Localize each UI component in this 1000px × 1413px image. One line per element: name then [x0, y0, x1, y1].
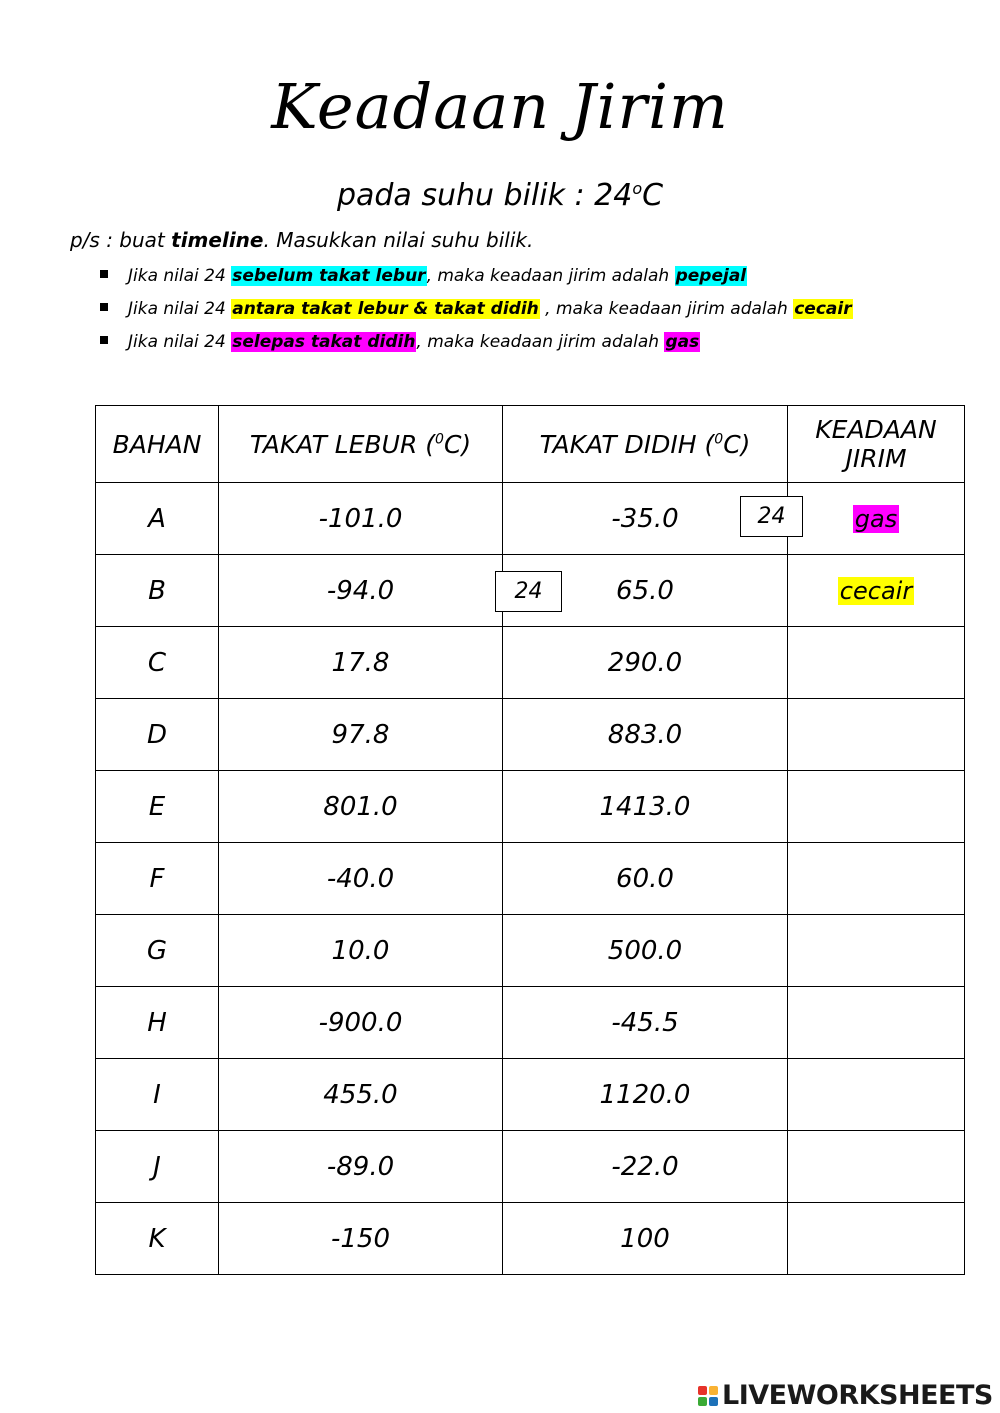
header-didih-end: C) [723, 429, 751, 459]
table-row [96, 915, 965, 987]
header-bahan: BAHAN [96, 406, 219, 483]
header-didih-sup: 0 [714, 431, 724, 448]
cell-bahan: E [96, 771, 219, 843]
cell-takat-lebur: 455.0 [219, 1059, 503, 1131]
cell-takat-didih: 1413.0 [503, 771, 788, 843]
rule-condition: selepas takat didih [232, 332, 416, 352]
rule-text: Jika nilai 24 [128, 299, 232, 319]
header-lebur-text: TAKAT LEBUR ( [249, 429, 436, 459]
cell-bahan: H [96, 987, 219, 1059]
cell-bahan: C [96, 627, 219, 699]
cell-takat-didih: -22.0 [503, 1131, 788, 1203]
table-row [96, 843, 965, 915]
cell-keadaan-jirim[interactable] [788, 1131, 965, 1203]
cell-bahan: G [96, 915, 219, 987]
cell-takat-didih: 65.0 [503, 555, 788, 627]
cell-takat-lebur: -150 [219, 1203, 503, 1275]
table-row [96, 699, 965, 771]
rules-list [100, 262, 853, 361]
header-row [96, 406, 965, 483]
answer-field[interactable] [874, 1081, 878, 1109]
rule-condition: antara takat lebur & takat didih [232, 299, 539, 319]
answer-field[interactable] [874, 937, 878, 965]
rule-text: , maka keadaan jirim adalah [539, 299, 794, 319]
cell-keadaan-jirim[interactable] [788, 699, 965, 771]
header-lebur-end: C) [443, 429, 472, 459]
answer-field[interactable] [874, 1009, 878, 1037]
rule-condition: sebelum takat lebur [232, 266, 426, 286]
rule-item [100, 295, 853, 328]
cell-takat-didih: 500.0 [503, 915, 788, 987]
note-suffix: . Masukkan nilai suhu bilik. [263, 228, 534, 252]
cell-keadaan-jirim[interactable] [788, 987, 965, 1059]
page-title: Keadaan Jirim [271, 70, 729, 143]
logo-square [709, 1386, 718, 1395]
cell-takat-lebur: -101.0 [219, 483, 503, 555]
cell-keadaan-jirim[interactable] [788, 843, 965, 915]
answer-field[interactable] [874, 793, 878, 821]
cell-takat-lebur: -40.0 [219, 843, 503, 915]
answer-field[interactable] [874, 1225, 878, 1253]
bullet-icon [100, 336, 108, 344]
subtitle-degree: o [632, 179, 643, 198]
cell-takat-lebur: 801.0 [219, 771, 503, 843]
cell-keadaan-jirim[interactable] [788, 771, 965, 843]
cell-takat-didih: 883.0 [503, 699, 788, 771]
answer-field[interactable] [874, 721, 878, 749]
rule-text: , maka keadaan jirim adalah [416, 332, 665, 352]
states-table [95, 405, 965, 1275]
cell-takat-didih: 100 [503, 1203, 788, 1275]
marker-box-a[interactable]: 24 [740, 496, 803, 537]
logo-mark-icon [698, 1386, 718, 1406]
table-row [96, 1131, 965, 1203]
answer-field[interactable] [874, 1153, 878, 1181]
table-row [96, 1059, 965, 1131]
cell-takat-lebur: -94.0 [219, 555, 503, 627]
answer-field[interactable]: cecair [839, 576, 913, 605]
rule-text: Jika nilai 24 [128, 266, 232, 286]
cell-takat-didih: 290.0 [503, 627, 788, 699]
logo-square [698, 1397, 707, 1406]
instruction-note [70, 228, 533, 252]
bullet-icon [100, 303, 108, 311]
logo-text: LIVEWORKSHEETS [722, 1380, 993, 1411]
cell-takat-lebur: 97.8 [219, 699, 503, 771]
cell-keadaan-jirim[interactable] [788, 915, 965, 987]
cell-bahan: K [96, 1203, 219, 1275]
cell-keadaan-jirim[interactable] [788, 1059, 965, 1131]
rule-text: , maka keadaan jirim adalah [426, 266, 675, 286]
cell-takat-didih: 60.0 [503, 843, 788, 915]
cell-bahan: I [96, 1059, 219, 1131]
bullet-icon [100, 270, 108, 278]
table-row [96, 771, 965, 843]
table-row [96, 483, 965, 555]
marker-box-b[interactable]: 24 [495, 571, 562, 612]
cell-keadaan-jirim[interactable] [788, 1203, 965, 1275]
subtitle-text: pada suhu bilik : 24 [336, 178, 633, 213]
cell-takat-didih: -45.5 [503, 987, 788, 1059]
cell-bahan: B [96, 555, 219, 627]
rule-state: gas [665, 332, 700, 352]
cell-takat-didih: -35.0 [503, 483, 788, 555]
subtitle-unit: C [642, 178, 664, 213]
note-prefix: p/s : buat [70, 228, 172, 252]
rule-text: Jika nilai 24 [128, 332, 232, 352]
cell-keadaan-jirim[interactable] [788, 555, 965, 627]
cell-takat-lebur: -89.0 [219, 1131, 503, 1203]
answer-field[interactable] [874, 649, 878, 677]
cell-bahan: F [96, 843, 219, 915]
logo-square [709, 1397, 718, 1406]
page-subtitle [0, 178, 1000, 213]
header-takat-didih [503, 406, 788, 483]
header-takat-lebur [219, 406, 503, 483]
answer-field[interactable] [874, 865, 878, 893]
header-didih-text: TAKAT DIDIH ( [539, 429, 715, 459]
table-row [96, 987, 965, 1059]
table-row [96, 627, 965, 699]
liveworksheets-logo [698, 1380, 993, 1411]
cell-keadaan-jirim[interactable] [788, 627, 965, 699]
cell-takat-didih: 1120.0 [503, 1059, 788, 1131]
cell-bahan: D [96, 699, 219, 771]
rule-item [100, 328, 853, 361]
cell-keadaan-jirim[interactable] [788, 483, 965, 555]
cell-bahan: J [96, 1131, 219, 1203]
cell-takat-lebur: 17.8 [219, 627, 503, 699]
note-bold: timeline [171, 228, 264, 252]
cell-takat-lebur: 10.0 [219, 915, 503, 987]
rule-state: cecair [794, 299, 852, 319]
rule-item [100, 262, 853, 295]
header-keadaan-jirim: KEADAAN JIRIM [788, 406, 965, 483]
rule-state: pepejal [675, 266, 747, 286]
cell-bahan: A [96, 483, 219, 555]
answer-field[interactable]: gas [854, 504, 898, 533]
cell-takat-lebur: -900.0 [219, 987, 503, 1059]
logo-square [698, 1386, 707, 1395]
header-lebur-sup: 0 [435, 431, 444, 448]
table-row [96, 1203, 965, 1275]
